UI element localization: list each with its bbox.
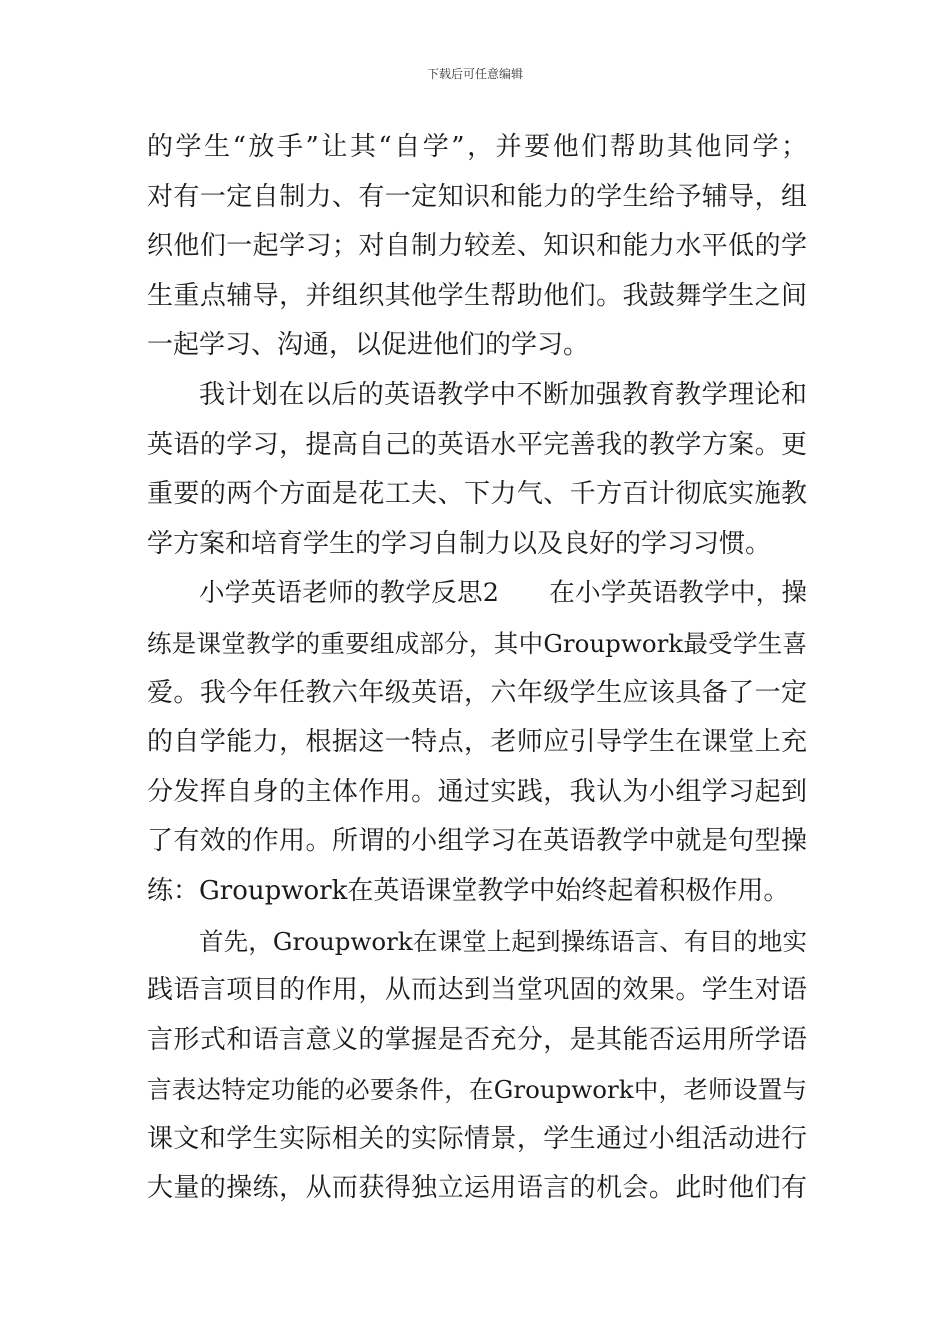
- text-line: [147, 1016, 807, 1066]
- line-text: 课文和学生实际相关的实际情景，学生通过小组活动进行: [147, 1123, 807, 1154]
- text-line: [147, 470, 807, 520]
- text-line: [147, 173, 807, 223]
- line-text: 的学生“放手”让其“自学”，并要他们帮助其他同学；: [147, 132, 807, 162]
- line-text-continued: 在小学英语教学中，操: [549, 578, 807, 609]
- line-text: 爱。我今年任教六年级英语，六年级学生应该具备了一定: [147, 677, 807, 708]
- line-text: 重要的两个方面是花工夫、下力气、千方百计彻底实施教: [147, 479, 807, 510]
- text-line: [147, 1164, 807, 1214]
- document-body: [147, 123, 807, 1214]
- text-line: [147, 1115, 807, 1165]
- line-text: 织他们一起学习；对自制力较差、知识和能力水平低的学: [147, 231, 807, 262]
- paragraph-first-line: [147, 569, 807, 619]
- paragraph-first-line: [147, 917, 807, 967]
- line-text: 英语的学习，提高自己的英语水平完善我的教学方案。更: [147, 429, 807, 460]
- line-text: 学方案和培育学生的学习自制力以及良好的学习习惯。: [147, 528, 772, 559]
- line-text: 践语言项目的作用，从而达到当堂巩固的效果。学生对语: [147, 975, 807, 1006]
- text-line: [147, 421, 807, 471]
- line-text: 生重点辅导，并组织其他学生帮助他们。我鼓舞学生之间: [147, 280, 807, 311]
- text-line: [147, 321, 807, 371]
- text-line: [147, 718, 807, 768]
- text-line: [147, 966, 807, 1016]
- line-text: 对有一定自制力、有一定知识和能力的学生给予辅导，组: [147, 181, 807, 212]
- page-header: 下载后可任意编辑: [426, 67, 523, 81]
- line-text: 练：Groupwork在英语课堂教学中始终起着积极作用。: [147, 875, 790, 906]
- text-line: [147, 222, 807, 272]
- text-line: [147, 520, 807, 570]
- text-line: [147, 123, 807, 173]
- line-text: 大量的操练，从而获得独立运用语言的机会。此时他们有: [147, 1173, 807, 1204]
- line-text: 小学英语老师的教学反思2: [199, 578, 499, 609]
- text-line: [147, 669, 807, 719]
- line-text: 言表达特定功能的必要条件，在Groupwork中，老师设置与: [147, 1075, 807, 1105]
- text-line: [147, 768, 807, 818]
- text-line: [147, 272, 807, 322]
- text-line: [147, 1065, 807, 1115]
- paragraph-first-line: [147, 371, 807, 421]
- line-text: 首先，Groupwork在课堂上起到操练语言、有目的地实: [199, 926, 807, 956]
- line-text: 分发挥自身的主体作用。通过实践，我认为小组学习起到: [147, 776, 807, 807]
- line-text: 练是课堂教学的重要组成部分，其中Groupwork最受学生喜: [147, 628, 807, 658]
- line-text: 一起学习、沟通，以促进他们的学习。: [147, 330, 590, 361]
- line-text: 我计划在以后的英语教学中不断加强教育教学理论和: [199, 379, 807, 410]
- line-text: 言形式和语言意义的掌握是否充分，是其能否运用所学语: [147, 1024, 807, 1055]
- text-line: [147, 817, 807, 867]
- text-line: [147, 619, 807, 669]
- text-line: [147, 867, 807, 917]
- line-text: 的自学能力，根据这一特点，老师应引导学生在课堂上充: [147, 727, 807, 758]
- line-text: 了有效的作用。所谓的小组学习在英语教学中就是句型操: [147, 826, 807, 857]
